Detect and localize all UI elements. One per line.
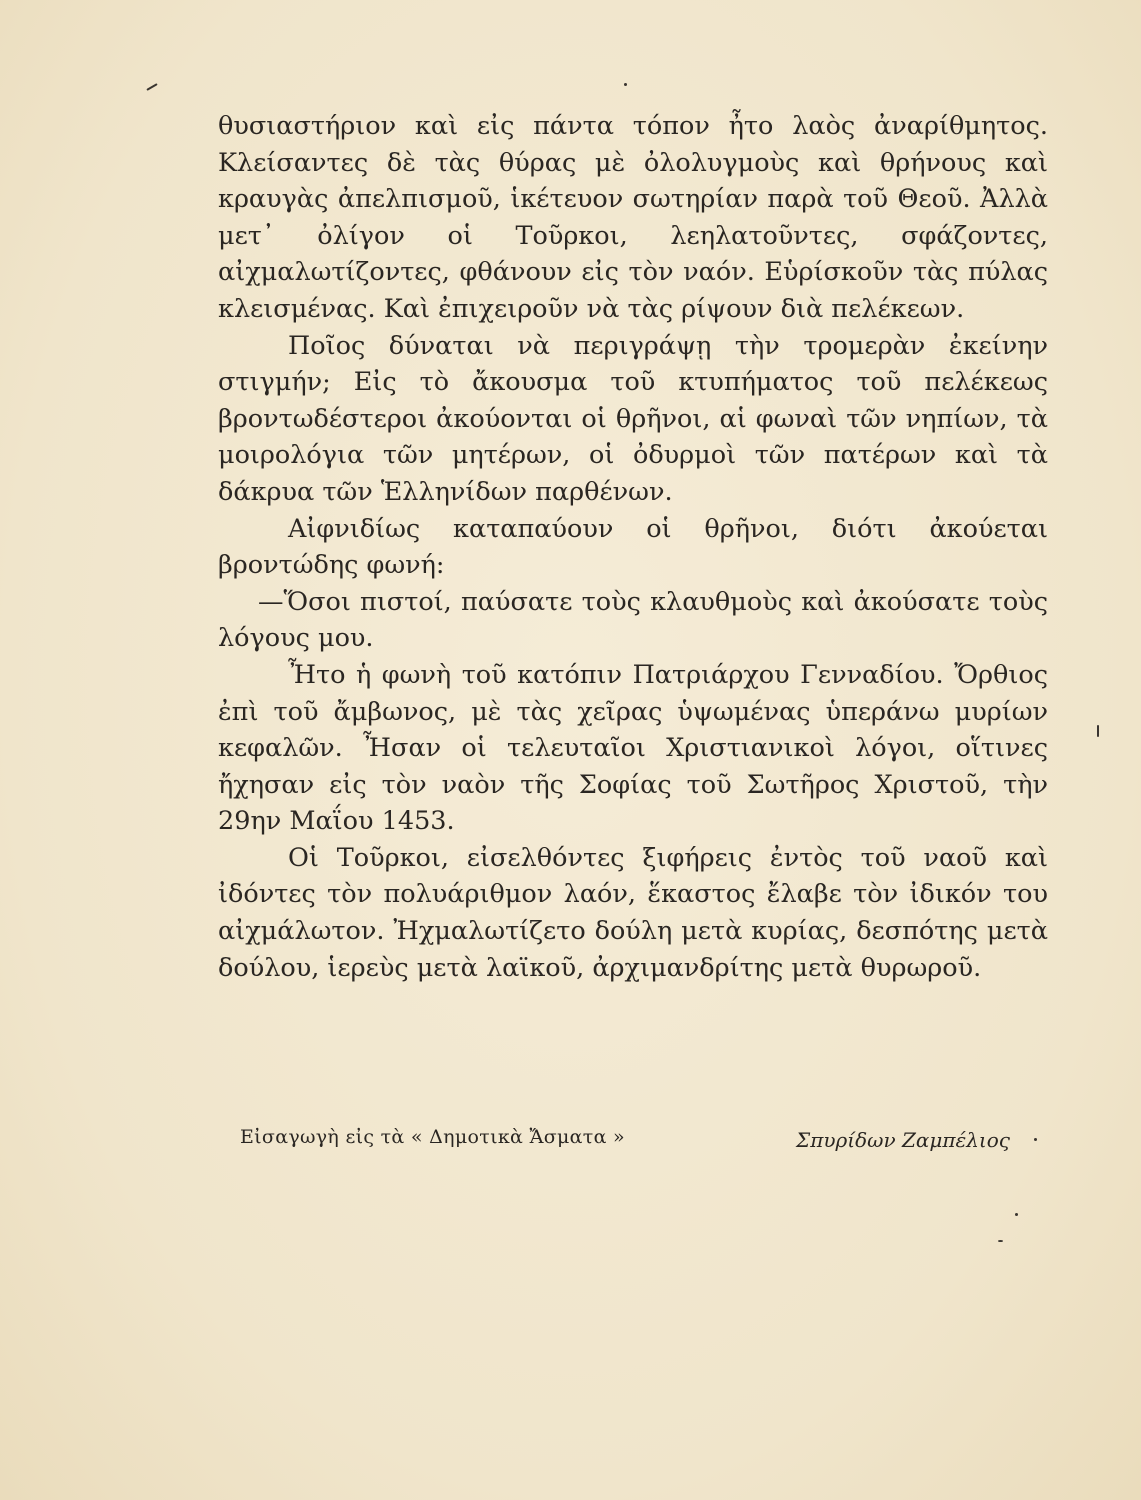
source-citation: Εἰσαγωγὴ εἰς τὰ « Δημοτικὰ Ἄσματα » — [240, 1126, 625, 1148]
ink-speck — [146, 83, 157, 91]
paragraph-4-dialogue: —Ὅσοι πιστοί, παύσατε τοὺς κλαυθμοὺς καὶ ἀκούσατε τοὺς λόγους μου. — [218, 586, 1048, 654]
body-text — [218, 108, 1048, 986]
paragraph-2: Ποῖος δύναται νὰ περιγράψῃ τὴν τρομερὰν ἐκείνην στιγμήν; Εἰς τὸ ἄκουσμα τοῦ κτυπήματος τοῦ πελέκεως βροντωδέστεροι ἀκούονται οἱ θρῆνοι, αἱ φωναὶ τῶν νηπίων, τὰ μοιρολόγια τῶν μητέρων, οἱ ὀδυρμοὶ τῶν πατέρων καὶ τὰ δάκρυα τῶν Ἑλληνίδων παρθένων. — [218, 330, 1048, 507]
paragraph-3: Αἰφνιδίως καταπαύουν οἱ θρῆνοι, διότι ἀκούεται βροντώδης φωνή: — [218, 513, 1048, 581]
paragraph-1: θυσιαστήριον καὶ εἰς πάντα τόπον ἦτο λαὸς ἀναρίθμητος. Κλείσαντες δὲ τὰς θύρας μὲ ὀλολυγμοὺς καὶ θρήνους καὶ κραυγὰς ἀπελπισμοῦ, ἱκέτευον σωτηρίαν παρὰ τοῦ Θεοῦ. Ἀλλὰ μετ᾽ ὀλίγον οἱ Τοῦρκοι, λεηλατοῦντες, σφάζοντες, αἰχμαλωτίζοντες, φθάνουν εἰς τὸν ναόν. Εὑρίσκοῦν τὰς πύλας κλεισμένας. Καὶ ἐπιχειροῦν νὰ τὰς ρίψουν διὰ πελέκεων. — [218, 111, 1048, 324]
paragraph-5: Ἦτο ἡ φωνὴ τοῦ κατόπιν Πατριάρχου Γενναδίου. Ὄρθιος ἐπὶ τοῦ ἄμβωνος, μὲ τὰς χεῖρας ὑψωμένας ὑπεράνω μυρίων κεφαλῶν. Ἦσαν οἱ τελευταῖοι Χριστιανικοὶ λόγοι, οἵτινες ἤχησαν εἰς τὸν ναὸν τῆς Σοφίας τοῦ Σωτῆρος Χριστοῦ, τὴν 29ην Μαΐου 1453. — [218, 659, 1048, 837]
ink-speck — [1034, 1138, 1037, 1141]
page-footer — [240, 1126, 1010, 1166]
ink-speck — [624, 83, 627, 86]
author-name: Σπυρίδων Ζαμπέλιος — [796, 1128, 1010, 1152]
ink-speck — [1097, 725, 1099, 737]
paragraph-6: Οἱ Τοῦρκοι, εἰσελθόντες ξιφήρεις ἐντὸς τοῦ ναοῦ καὶ ἰδόντες τὸν πολυάριθμον λαόν, ἕκαστος ἔλαβε τὸν ἰδικόν του αἰχμάλωτον. Ἠχμαλωτίζετο δούλη μετὰ κυρίας, δεσπότης μετὰ δούλου, ἱερεὺς μετὰ λαϊκοῦ, ἀρχιμανδρίτης μετὰ θυρωροῦ. — [218, 842, 1048, 983]
ink-speck — [1015, 1213, 1018, 1216]
ink-speck — [998, 1240, 1003, 1242]
